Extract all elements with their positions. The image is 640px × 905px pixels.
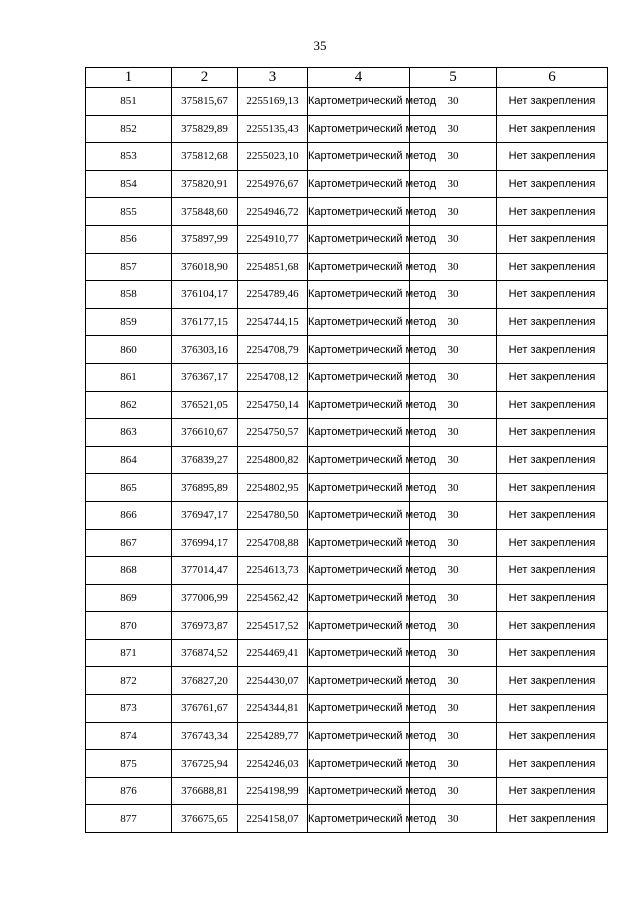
x-coordinate-cell: 376743,34 bbox=[172, 722, 238, 750]
y-coordinate-cell: 2254708,88 bbox=[238, 529, 308, 557]
method-cell: Картометрический метод bbox=[308, 722, 410, 750]
accuracy-cell: 30 bbox=[410, 501, 497, 529]
accuracy-cell: 30 bbox=[410, 584, 497, 612]
fixation-cell: Нет закрепления bbox=[497, 308, 608, 336]
point-number-cell: 856 bbox=[86, 225, 172, 253]
table-row bbox=[86, 474, 608, 502]
accuracy-cell: 30 bbox=[410, 170, 497, 198]
point-number-cell: 854 bbox=[86, 170, 172, 198]
fixation-cell: Нет закрепления bbox=[497, 88, 608, 116]
x-coordinate-cell: 376521,05 bbox=[172, 391, 238, 419]
x-coordinate-cell: 376839,27 bbox=[172, 446, 238, 474]
table-row bbox=[86, 170, 608, 198]
point-number-cell: 862 bbox=[86, 391, 172, 419]
point-number-cell: 864 bbox=[86, 446, 172, 474]
method-cell: Картометрический метод bbox=[308, 253, 410, 281]
table-header-row bbox=[86, 68, 608, 88]
point-number-cell: 860 bbox=[86, 336, 172, 364]
table-row bbox=[86, 612, 608, 640]
y-coordinate-cell: 2254800,82 bbox=[238, 446, 308, 474]
point-number-cell: 872 bbox=[86, 667, 172, 695]
fixation-cell: Нет закрепления bbox=[497, 695, 608, 723]
page-number: 35 bbox=[313, 38, 327, 53]
x-coordinate-cell: 376610,67 bbox=[172, 419, 238, 447]
method-cell: Картометрический метод bbox=[308, 281, 410, 309]
point-number-cell: 870 bbox=[86, 612, 172, 640]
point-number-cell: 858 bbox=[86, 281, 172, 309]
point-number-cell: 866 bbox=[86, 501, 172, 529]
table-row bbox=[86, 446, 608, 474]
accuracy-cell: 30 bbox=[410, 281, 497, 309]
fixation-cell: Нет закрепления bbox=[497, 143, 608, 171]
table-row bbox=[86, 336, 608, 364]
accuracy-cell: 30 bbox=[410, 446, 497, 474]
accuracy-cell: 30 bbox=[410, 639, 497, 667]
y-coordinate-cell: 2254517,52 bbox=[238, 612, 308, 640]
fixation-cell: Нет закрепления bbox=[497, 336, 608, 364]
method-cell: Картометрический метод bbox=[308, 225, 410, 253]
table-row bbox=[86, 225, 608, 253]
fixation-cell: Нет закрепления bbox=[497, 805, 608, 833]
table-row bbox=[86, 639, 608, 667]
method-cell: Картометрический метод bbox=[308, 695, 410, 723]
fixation-cell: Нет закрепления bbox=[497, 777, 608, 805]
accuracy-cell: 30 bbox=[410, 750, 497, 778]
method-cell: Картометрический метод bbox=[308, 584, 410, 612]
accuracy-cell: 30 bbox=[410, 115, 497, 143]
x-coordinate-cell: 376761,67 bbox=[172, 695, 238, 723]
fixation-cell: Нет закрепления bbox=[497, 722, 608, 750]
y-coordinate-cell: 2254562,42 bbox=[238, 584, 308, 612]
point-number-cell: 874 bbox=[86, 722, 172, 750]
x-coordinate-cell: 376947,17 bbox=[172, 501, 238, 529]
table-row bbox=[86, 667, 608, 695]
accuracy-cell: 30 bbox=[410, 557, 497, 585]
y-coordinate-cell: 2254910,77 bbox=[238, 225, 308, 253]
y-coordinate-cell: 2254744,15 bbox=[238, 308, 308, 336]
fixation-cell: Нет закрепления bbox=[497, 667, 608, 695]
fixation-cell: Нет закрепления bbox=[497, 225, 608, 253]
coordinates-table bbox=[85, 67, 608, 833]
fixation-cell: Нет закрепления bbox=[497, 391, 608, 419]
x-coordinate-cell: 377014,47 bbox=[172, 557, 238, 585]
point-number-cell: 863 bbox=[86, 419, 172, 447]
column-header: 6 bbox=[497, 68, 608, 88]
point-number-cell: 853 bbox=[86, 143, 172, 171]
fixation-cell: Нет закрепления bbox=[497, 612, 608, 640]
x-coordinate-cell: 377006,99 bbox=[172, 584, 238, 612]
x-coordinate-cell: 376725,94 bbox=[172, 750, 238, 778]
y-coordinate-cell: 2254780,50 bbox=[238, 501, 308, 529]
point-number-cell: 868 bbox=[86, 557, 172, 585]
y-coordinate-cell: 2254708,12 bbox=[238, 363, 308, 391]
table-row bbox=[86, 281, 608, 309]
accuracy-cell: 30 bbox=[410, 722, 497, 750]
point-number-cell: 865 bbox=[86, 474, 172, 502]
y-coordinate-cell: 2254430,07 bbox=[238, 667, 308, 695]
point-number-cell: 857 bbox=[86, 253, 172, 281]
x-coordinate-cell: 376688,81 bbox=[172, 777, 238, 805]
accuracy-cell: 30 bbox=[410, 419, 497, 447]
point-number-cell: 861 bbox=[86, 363, 172, 391]
method-cell: Картометрический метод bbox=[308, 474, 410, 502]
accuracy-cell: 30 bbox=[410, 336, 497, 364]
x-coordinate-cell: 376994,17 bbox=[172, 529, 238, 557]
column-header: 2 bbox=[172, 68, 238, 88]
method-cell: Картометрический метод bbox=[308, 391, 410, 419]
table-row bbox=[86, 750, 608, 778]
point-number-cell: 873 bbox=[86, 695, 172, 723]
y-coordinate-cell: 2254344,81 bbox=[238, 695, 308, 723]
method-cell: Картометрический метод bbox=[308, 612, 410, 640]
y-coordinate-cell: 2255169,13 bbox=[238, 88, 308, 116]
accuracy-cell: 30 bbox=[410, 143, 497, 171]
point-number-cell: 852 bbox=[86, 115, 172, 143]
y-coordinate-cell: 2255135,43 bbox=[238, 115, 308, 143]
accuracy-cell: 30 bbox=[410, 363, 497, 391]
table-row bbox=[86, 695, 608, 723]
table-row bbox=[86, 253, 608, 281]
x-coordinate-cell: 375815,67 bbox=[172, 88, 238, 116]
table-row bbox=[86, 308, 608, 336]
table-row bbox=[86, 529, 608, 557]
y-coordinate-cell: 2254946,72 bbox=[238, 198, 308, 226]
method-cell: Картометрический метод bbox=[308, 170, 410, 198]
table-row bbox=[86, 419, 608, 447]
fixation-cell: Нет закрепления bbox=[497, 419, 608, 447]
y-coordinate-cell: 2254708,79 bbox=[238, 336, 308, 364]
y-coordinate-cell: 2254750,57 bbox=[238, 419, 308, 447]
accuracy-cell: 30 bbox=[410, 474, 497, 502]
point-number-cell: 877 bbox=[86, 805, 172, 833]
accuracy-cell: 30 bbox=[410, 391, 497, 419]
method-cell: Картометрический метод bbox=[308, 750, 410, 778]
point-number-cell: 876 bbox=[86, 777, 172, 805]
accuracy-cell: 30 bbox=[410, 667, 497, 695]
accuracy-cell: 30 bbox=[410, 695, 497, 723]
y-coordinate-cell: 2254789,46 bbox=[238, 281, 308, 309]
fixation-cell: Нет закрепления bbox=[497, 474, 608, 502]
y-coordinate-cell: 2254289,77 bbox=[238, 722, 308, 750]
accuracy-cell: 30 bbox=[410, 612, 497, 640]
y-coordinate-cell: 2254198,99 bbox=[238, 777, 308, 805]
method-cell: Картометрический метод bbox=[308, 639, 410, 667]
point-number-cell: 851 bbox=[86, 88, 172, 116]
x-coordinate-cell: 376675,65 bbox=[172, 805, 238, 833]
fixation-cell: Нет закрепления bbox=[497, 750, 608, 778]
point-number-cell: 867 bbox=[86, 529, 172, 557]
column-header: 4 bbox=[308, 68, 410, 88]
fixation-cell: Нет закрепления bbox=[497, 557, 608, 585]
table-row bbox=[86, 722, 608, 750]
table-row bbox=[86, 777, 608, 805]
y-coordinate-cell: 2254158,07 bbox=[238, 805, 308, 833]
method-cell: Картометрический метод bbox=[308, 308, 410, 336]
y-coordinate-cell: 2254802,95 bbox=[238, 474, 308, 502]
y-coordinate-cell: 2255023,10 bbox=[238, 143, 308, 171]
table-row bbox=[86, 391, 608, 419]
method-cell: Картометрический метод bbox=[308, 501, 410, 529]
y-coordinate-cell: 2254469,41 bbox=[238, 639, 308, 667]
fixation-cell: Нет закрепления bbox=[497, 584, 608, 612]
column-header: 1 bbox=[86, 68, 172, 88]
method-cell: Картометрический метод bbox=[308, 88, 410, 116]
table-body bbox=[86, 88, 608, 833]
method-cell: Картометрический метод bbox=[308, 777, 410, 805]
accuracy-cell: 30 bbox=[410, 253, 497, 281]
point-number-cell: 869 bbox=[86, 584, 172, 612]
x-coordinate-cell: 376303,16 bbox=[172, 336, 238, 364]
x-coordinate-cell: 375848,60 bbox=[172, 198, 238, 226]
fixation-cell: Нет закрепления bbox=[497, 529, 608, 557]
fixation-cell: Нет закрепления bbox=[497, 198, 608, 226]
table-row bbox=[86, 501, 608, 529]
accuracy-cell: 30 bbox=[410, 805, 497, 833]
x-coordinate-cell: 375829,89 bbox=[172, 115, 238, 143]
fixation-cell: Нет закрепления bbox=[497, 639, 608, 667]
fixation-cell: Нет закрепления bbox=[497, 501, 608, 529]
method-cell: Картометрический метод bbox=[308, 363, 410, 391]
method-cell: Картометрический метод bbox=[308, 115, 410, 143]
y-coordinate-cell: 2254750,14 bbox=[238, 391, 308, 419]
accuracy-cell: 30 bbox=[410, 88, 497, 116]
table-row bbox=[86, 363, 608, 391]
table-row bbox=[86, 115, 608, 143]
point-number-cell: 875 bbox=[86, 750, 172, 778]
x-coordinate-cell: 376874,52 bbox=[172, 639, 238, 667]
x-coordinate-cell: 376827,20 bbox=[172, 667, 238, 695]
x-coordinate-cell: 376895,89 bbox=[172, 474, 238, 502]
fixation-cell: Нет закрепления bbox=[497, 253, 608, 281]
method-cell: Картометрический метод bbox=[308, 667, 410, 695]
point-number-cell: 859 bbox=[86, 308, 172, 336]
table-row bbox=[86, 198, 608, 226]
y-coordinate-cell: 2254851,68 bbox=[238, 253, 308, 281]
point-number-cell: 871 bbox=[86, 639, 172, 667]
x-coordinate-cell: 376367,17 bbox=[172, 363, 238, 391]
x-coordinate-cell: 376973,87 bbox=[172, 612, 238, 640]
accuracy-cell: 30 bbox=[410, 777, 497, 805]
x-coordinate-cell: 376104,17 bbox=[172, 281, 238, 309]
fixation-cell: Нет закрепления bbox=[497, 281, 608, 309]
y-coordinate-cell: 2254613,73 bbox=[238, 557, 308, 585]
y-coordinate-cell: 2254246,03 bbox=[238, 750, 308, 778]
fixation-cell: Нет закрепления bbox=[497, 170, 608, 198]
method-cell: Картометрический метод bbox=[308, 446, 410, 474]
method-cell: Картометрический метод bbox=[308, 557, 410, 585]
x-coordinate-cell: 375897,99 bbox=[172, 225, 238, 253]
x-coordinate-cell: 376018,90 bbox=[172, 253, 238, 281]
fixation-cell: Нет закрепления bbox=[497, 363, 608, 391]
x-coordinate-cell: 376177,15 bbox=[172, 308, 238, 336]
accuracy-cell: 30 bbox=[410, 529, 497, 557]
method-cell: Картометрический метод bbox=[308, 805, 410, 833]
accuracy-cell: 30 bbox=[410, 308, 497, 336]
table-row bbox=[86, 88, 608, 116]
table-row bbox=[86, 143, 608, 171]
y-coordinate-cell: 2254976,67 bbox=[238, 170, 308, 198]
fixation-cell: Нет закрепления bbox=[497, 446, 608, 474]
table-row bbox=[86, 805, 608, 833]
x-coordinate-cell: 375820,91 bbox=[172, 170, 238, 198]
method-cell: Картометрический метод bbox=[308, 336, 410, 364]
point-number-cell: 855 bbox=[86, 198, 172, 226]
method-cell: Картометрический метод bbox=[308, 419, 410, 447]
column-header: 5 bbox=[410, 68, 497, 88]
column-header: 3 bbox=[238, 68, 308, 88]
method-cell: Картометрический метод bbox=[308, 143, 410, 171]
table-row bbox=[86, 584, 608, 612]
fixation-cell: Нет закрепления bbox=[497, 115, 608, 143]
accuracy-cell: 30 bbox=[410, 225, 497, 253]
table-row bbox=[86, 557, 608, 585]
method-cell: Картометрический метод bbox=[308, 529, 410, 557]
x-coordinate-cell: 375812,68 bbox=[172, 143, 238, 171]
accuracy-cell: 30 bbox=[410, 198, 497, 226]
method-cell: Картометрический метод bbox=[308, 198, 410, 226]
